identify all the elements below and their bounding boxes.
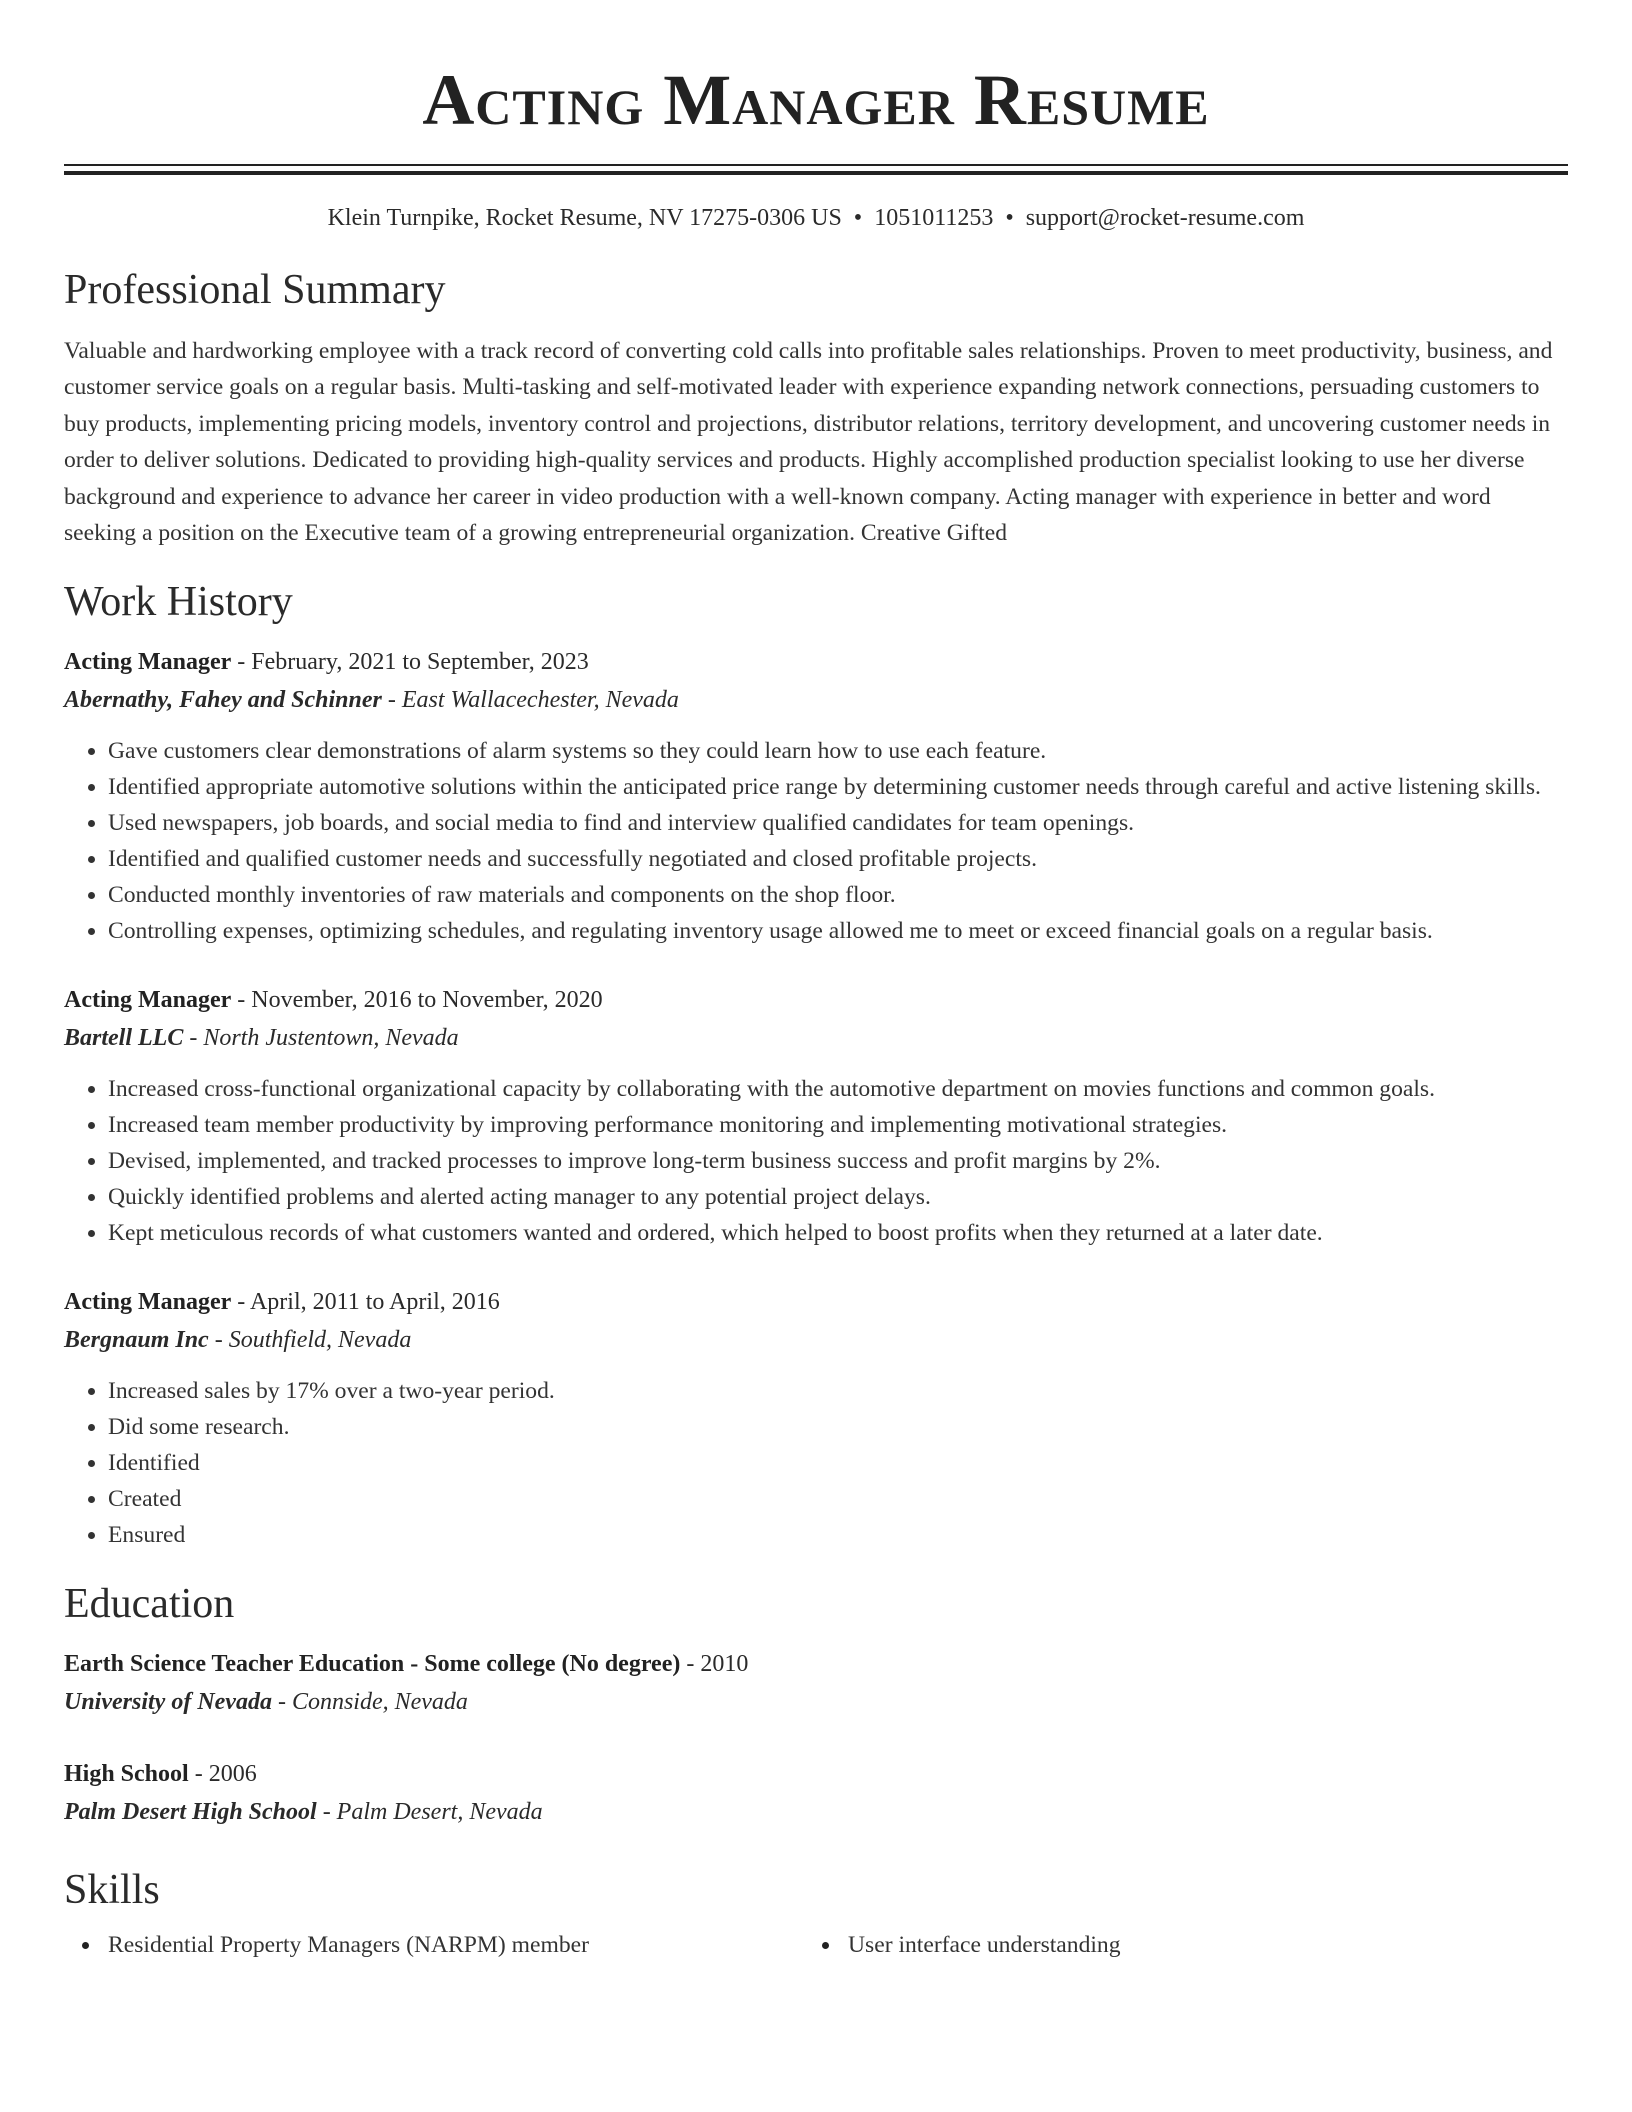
- company-line: [64, 1321, 1568, 1359]
- school-location: - Palm Desert, Nevada: [316, 1799, 543, 1826]
- job-title: Acting Manager: [64, 1289, 232, 1316]
- skills-list: [64, 1927, 1568, 1963]
- list-item: • Ensured: [108, 1517, 1568, 1553]
- title-divider: [64, 164, 1568, 175]
- job-title-line: [64, 981, 1568, 1019]
- school-line: [64, 1793, 1568, 1831]
- skill-item: User interface understanding: [804, 1927, 1544, 1963]
- contact-separator: •: [1005, 205, 1014, 231]
- list-item: • Increased sales by 17% over a two-year period.: [108, 1373, 1568, 1409]
- job-dates: - November, 2016 to November, 2020: [231, 987, 603, 1014]
- work-history-heading: Work History: [64, 579, 293, 626]
- list-item: • Identified appropriate automotive solutions within the anticipated price range by determining customer needs through careful and active listening skills.: [108, 769, 1568, 805]
- school-location: - Connside, Nevada: [271, 1689, 468, 1716]
- job-duties-list: [64, 1071, 1568, 1251]
- job-entry: [64, 981, 1568, 1251]
- company-location: - North Justentown, Nevada: [183, 1025, 459, 1052]
- job-title: Acting Manager: [64, 987, 232, 1014]
- school-line: [64, 1683, 1568, 1721]
- job-entry: [64, 643, 1568, 949]
- contact-line: [64, 201, 1568, 235]
- job-entry: [64, 1283, 1568, 1553]
- degree-year: - 2006: [188, 1761, 257, 1788]
- company-name: Bartell LLC: [64, 1025, 184, 1052]
- list-item: • Did some research.: [108, 1409, 1568, 1445]
- list-item: • Controlling expenses, optimizing schedules, and regulating inventory usage allowed me to meet or exceed financial goals on a regular basis.: [108, 913, 1568, 949]
- job-title-line: [64, 1283, 1568, 1321]
- degree-name: High School: [64, 1761, 189, 1788]
- degree-name: Earth Science Teacher Education - Some college (No degree): [64, 1651, 681, 1678]
- education-heading: Education: [64, 1581, 235, 1628]
- list-item: • Kept meticulous records of what customers wanted and ordered, which helped to boost profits when they returned at a later date.: [108, 1215, 1568, 1251]
- degree-line: [64, 1645, 1568, 1683]
- list-item: • Devised, implemented, and tracked processes to improve long-term business success and profit margins by 2%.: [108, 1143, 1568, 1179]
- company-line: [64, 1019, 1568, 1057]
- job-title: Acting Manager: [64, 649, 232, 676]
- job-duties-list: [64, 733, 1568, 949]
- list-item: • Conducted monthly inventories of raw materials and components on the shop floor.: [108, 877, 1568, 913]
- job-title-line: [64, 643, 1568, 681]
- skills-heading: Skills: [64, 1867, 160, 1914]
- company-location: - East Wallacechester, Nevada: [381, 687, 679, 714]
- school-name: University of Nevada: [64, 1689, 272, 1716]
- contact-address: Klein Turnpike, Rocket Resume, NV 17275-0306 US: [327, 205, 842, 231]
- job-dates: - February, 2021 to September, 2023: [231, 649, 589, 676]
- company-name: Bergnaum Inc: [64, 1327, 209, 1354]
- company-name: Abernathy, Fahey and Schinner: [64, 687, 382, 714]
- list-item: • Increased team member productivity by improving performance monitoring and implementing motivational strategies.: [108, 1107, 1568, 1143]
- list-item: • Identified and qualified customer needs and successfully negotiated and closed profitable projects.: [108, 841, 1568, 877]
- list-item: • Created: [108, 1481, 1568, 1517]
- contact-separator: •: [853, 205, 863, 231]
- skill-item: Residential Property Managers (NARPM) member: [64, 1927, 804, 1963]
- contact-phone: 1051011253: [874, 205, 994, 231]
- company-location: - Southfield, Nevada: [208, 1327, 412, 1354]
- list-item: • Quickly identified problems and alerted acting manager to any potential project delays.: [108, 1179, 1568, 1215]
- summary-text: Valuable and hardworking employee with a track record of converting cold calls into profitable sales relationships. Proven to meet productivity, business, and customer service goals on a regular basis. Multi-tasking and self-motivated leader with experience expanding network connections, persuading customers to buy products, implementing pricing models, inventory control and projections, distributor relations, territory development, and uncovering customer needs in order to deliver solutions. Dedicated to providing high-quality services and products. Highly accomplished production specialist looking to use her diverse background and experience to advance her career in video production with a well-known company. Acting manager with experience in better and word seeking a position on the Executive team of a growing entrepreneurial organization. Creative Gifted: [64, 338, 1553, 547]
- job-dates: - April, 2011 to April, 2016: [231, 1289, 500, 1316]
- education-entry: [64, 1755, 1568, 1831]
- company-line: [64, 681, 1568, 719]
- list-item: • Gave customers clear demonstrations of alarm systems so they could learn how to use each feature.: [108, 733, 1568, 769]
- job-duties-list: [64, 1373, 1568, 1553]
- school-name: Palm Desert High School: [64, 1799, 317, 1826]
- resume-title: Acting Manager Resume: [422, 60, 1210, 140]
- degree-year: - 2010: [680, 1651, 749, 1678]
- list-item: • Used newspapers, job boards, and social media to find and interview qualified candidates for team openings.: [108, 805, 1568, 841]
- list-item: • Identified: [108, 1445, 1568, 1481]
- degree-line: [64, 1755, 1568, 1793]
- education-entry: [64, 1645, 1568, 1721]
- list-item: • Increased cross-functional organizational capacity by collaborating with the automotive department on movies functions and common goals.: [108, 1071, 1568, 1107]
- contact-email[interactable]: support@rocket-resume.com: [1025, 205, 1305, 231]
- summary-heading: Professional Summary: [64, 267, 446, 313]
